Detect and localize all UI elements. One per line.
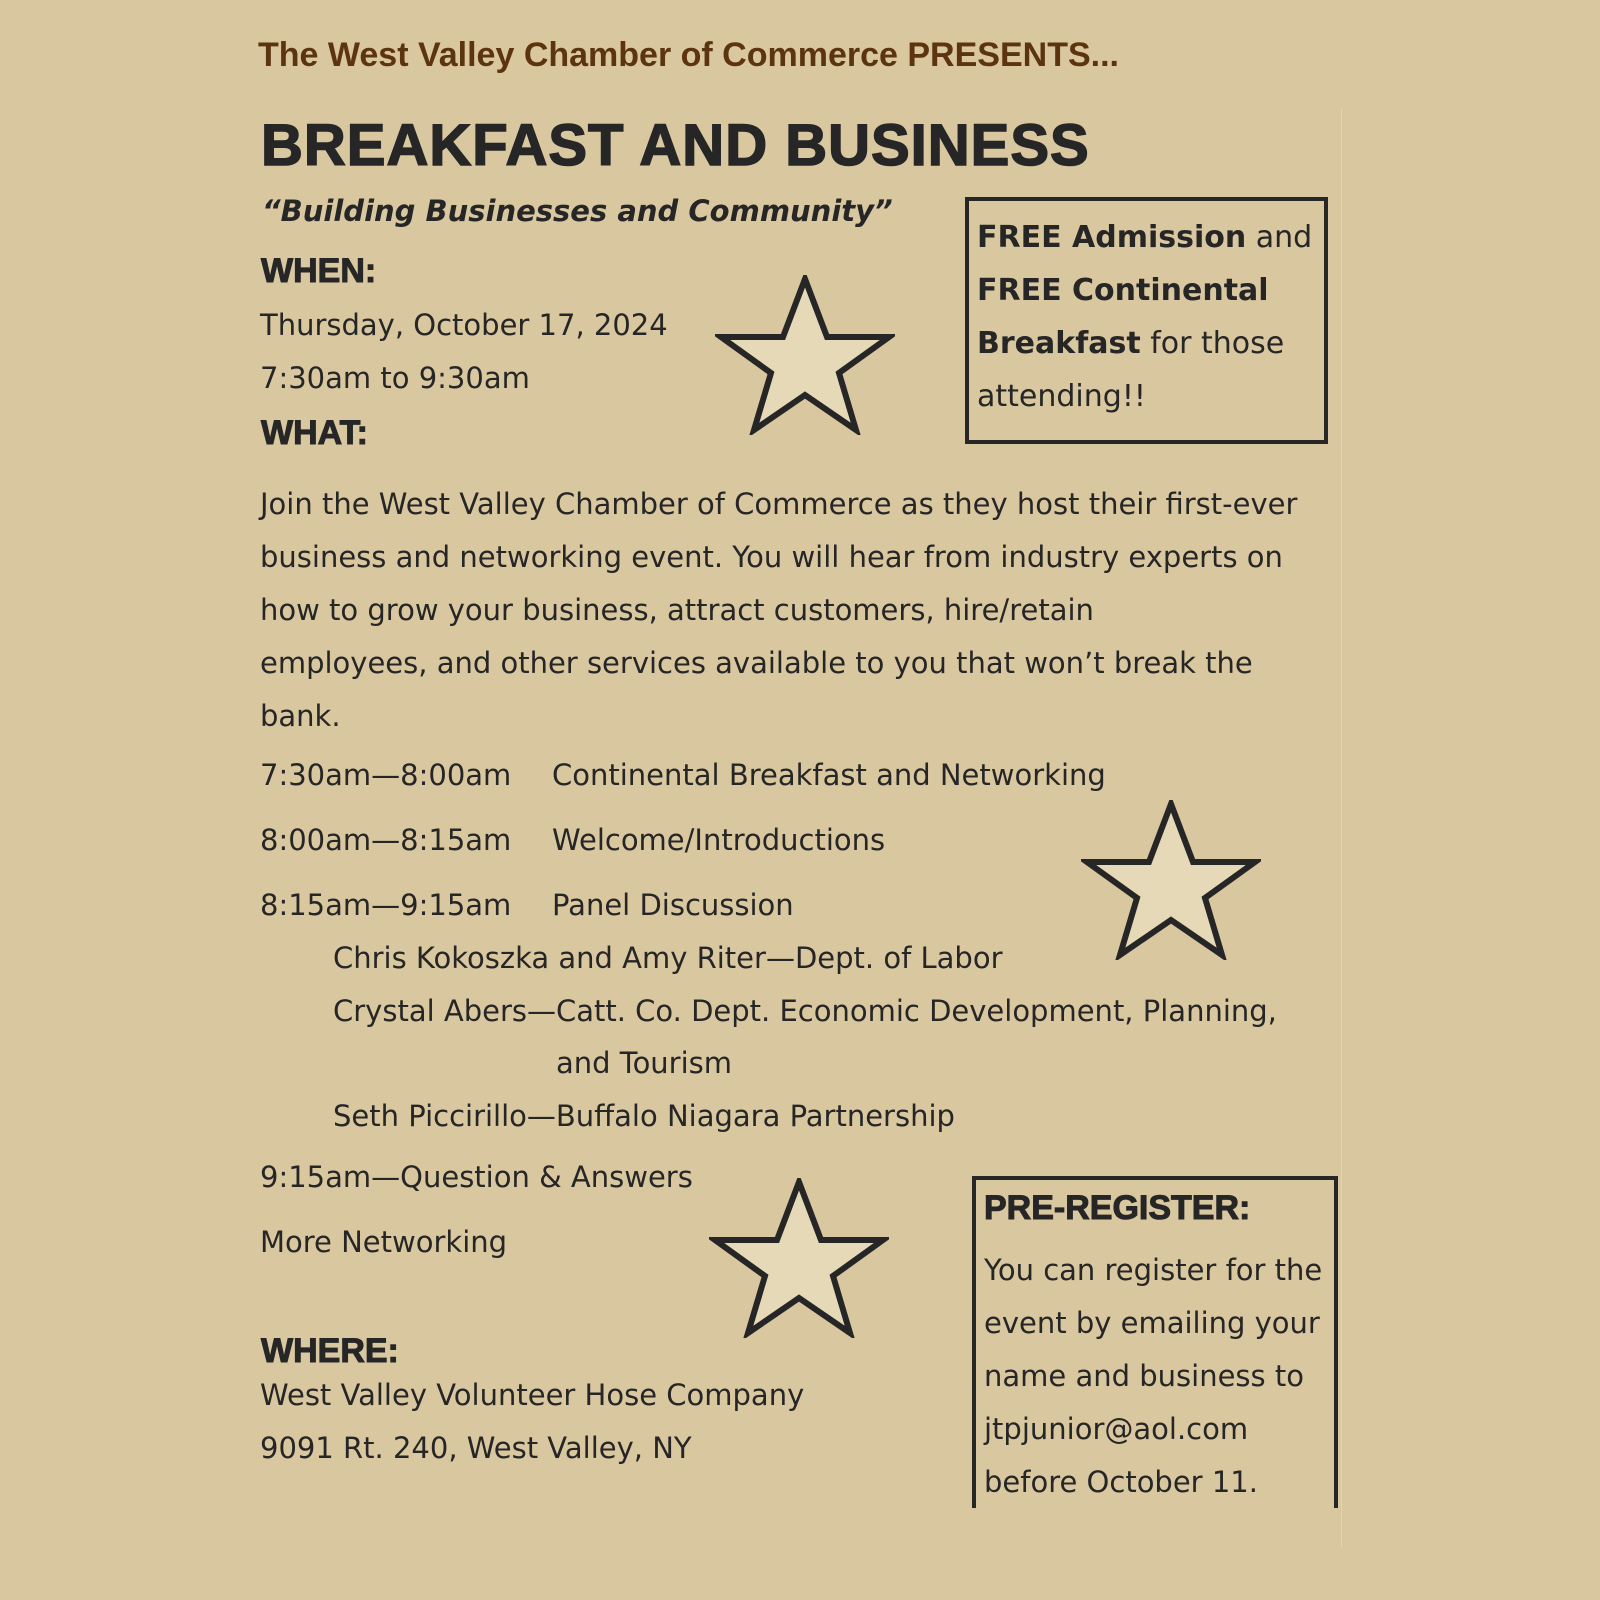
- register-email: jtpjunior@aol.com: [984, 1412, 1249, 1446]
- panelist-line: Seth Piccirillo—Buffalo Niagara Partnership: [333, 1099, 955, 1133]
- free-breakfast-text: Breakfast: [977, 326, 1141, 361]
- what-heading: WHAT:: [261, 414, 368, 452]
- description-line: business and networking event. You will hear from industry experts on: [260, 540, 1283, 574]
- event-time: 7:30am to 9:30am: [260, 361, 530, 395]
- presenter-line: The West Valley Chamber of Commerce PRESENTS...: [258, 36, 1119, 74]
- qa-line: 9:15am—Question & Answers: [260, 1160, 693, 1194]
- free-line: [977, 211, 1316, 264]
- panelist-line: Chris Kokoszka and Amy Riter—Dept. of Labor: [333, 941, 1003, 975]
- when-heading: WHEN:: [261, 252, 377, 290]
- schedule-activity: Welcome/Introductions: [552, 823, 886, 857]
- free-line: [977, 264, 1316, 317]
- schedule-time: 8:15am—9:15am: [260, 888, 512, 922]
- description-line: how to grow your business, attract customers, hire/retain: [260, 593, 1094, 627]
- venue-address: 9091 Rt. 240, West Valley, NY: [260, 1431, 692, 1465]
- pre-register-box: [972, 1176, 1338, 1508]
- panelist-line: Crystal Abers—Catt. Co. Dept. Economic Development, Planning,: [333, 994, 1277, 1028]
- free-line: attending!!: [977, 379, 1146, 414]
- register-line: You can register for the: [984, 1253, 1323, 1287]
- free-admission-text: FREE Admission: [977, 220, 1247, 255]
- pre-register-heading: PRE-REGISTER:: [984, 1189, 1251, 1227]
- free-line: [977, 317, 1316, 370]
- venue-name: West Valley Volunteer Hose Company: [260, 1378, 805, 1412]
- description-line: employees, and other services available to you that won’t break the: [260, 646, 1253, 680]
- event-description: [260, 478, 1320, 743]
- free-admission-box: [965, 197, 1328, 444]
- event-date: Thursday, October 17, 2024: [260, 308, 668, 342]
- panelist-line: and Tourism: [556, 1046, 733, 1080]
- page-edge-line: [1341, 108, 1342, 1548]
- schedule-activity: Panel Discussion: [552, 888, 794, 922]
- star-icon: [709, 1178, 889, 1338]
- description-line: bank.: [260, 699, 341, 733]
- event-title: BREAKFAST AND BUSINESS: [261, 113, 1090, 178]
- networking-line: More Networking: [260, 1225, 508, 1259]
- schedule-activity: Continental Breakfast and Networking: [552, 758, 1106, 792]
- schedule-time: 8:00am—8:15am: [260, 823, 512, 857]
- star-icon: [1081, 800, 1261, 960]
- free-line-rest: and: [1246, 220, 1313, 255]
- register-line: event by emailing your: [984, 1306, 1320, 1340]
- description-line: Join the West Valley Chamber of Commerce as they host their first-ever: [260, 487, 1298, 521]
- where-heading: WHERE:: [261, 1332, 399, 1370]
- event-tagline: “Building Businesses and Community”: [262, 194, 893, 228]
- schedule-time: 7:30am—8:00am: [260, 758, 512, 792]
- free-line-rest: for those: [1140, 326, 1285, 361]
- register-line: name and business to: [984, 1359, 1304, 1393]
- star-icon: [715, 275, 895, 435]
- register-line: before October 11.: [984, 1465, 1258, 1499]
- free-continental-text: FREE Continental: [977, 273, 1269, 308]
